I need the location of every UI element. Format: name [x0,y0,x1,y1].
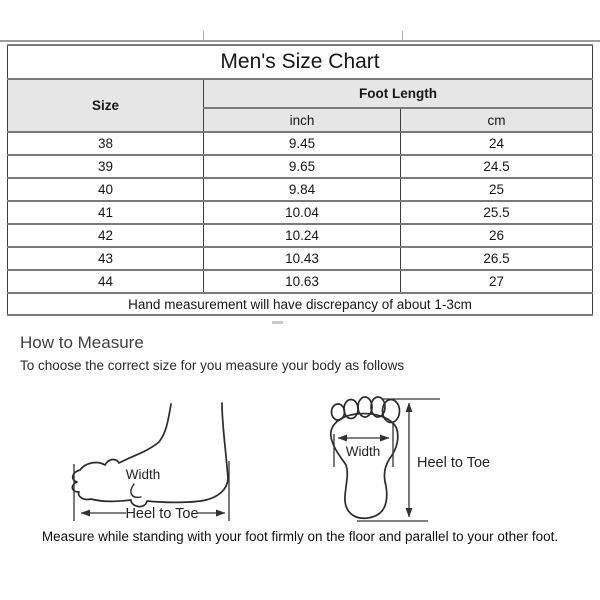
cell-size: 39 [8,155,204,178]
cell-cm: 25.5 [401,201,593,224]
top-view-heel-to-toe-label: Heel to Toe [417,455,491,471]
footprint-top-view-diagram [331,397,490,521]
cell-inch: 10.43 [204,247,401,270]
chart-title: Men's Size Chart [8,45,593,79]
measuring-instruction: Measure while standing with your foot firmly on the floor and parallel to your other foot. [41,529,559,544]
cell-size: 43 [8,247,204,270]
measurement-note: Hand measurement will have discrepancy of about 1-3cm [8,293,593,315]
cell-cm: 26 [401,224,593,247]
cell-inch: 9.45 [204,132,401,155]
cell-size: 44 [8,270,204,293]
cell-cm: 27 [401,270,593,293]
foot-side-outline-drawing [72,403,228,507]
toe-drawing [332,404,345,420]
side-view-width-label: Width [125,467,161,482]
cell-cm: 24.5 [401,155,593,178]
column-header-inch: inch [204,108,401,132]
cell-inch: 9.65 [204,155,401,178]
cell-inch: 10.04 [204,201,401,224]
how-to-measure-heading: How to Measure [20,333,144,352]
cell-size: 41 [8,201,204,224]
how-to-measure-subtitle: To choose the correct size for you measure your body as follows [20,358,405,373]
column-header-cm: cm [401,108,593,132]
foot-ball-arc-drawing [131,484,141,497]
side-view-heel-to-toe-label: Heel to Toe [125,506,199,522]
cell-cm: 25 [401,178,593,201]
cell-cm: 24 [401,132,593,155]
cell-inch: 9.84 [204,178,401,201]
cell-cm: 26.5 [401,247,593,270]
foot-side-view-diagram [72,403,229,522]
cell-inch: 10.63 [204,270,401,293]
cell-size: 38 [8,132,204,155]
footprint-outline-drawing [331,414,398,519]
column-header-size: Size [8,79,204,132]
top-view-width-label: Width [345,444,381,459]
cell-size: 40 [8,178,204,201]
cell-inch: 10.24 [204,224,401,247]
column-header-foot-length: Foot Length [204,79,593,108]
cell-size: 42 [8,224,204,247]
